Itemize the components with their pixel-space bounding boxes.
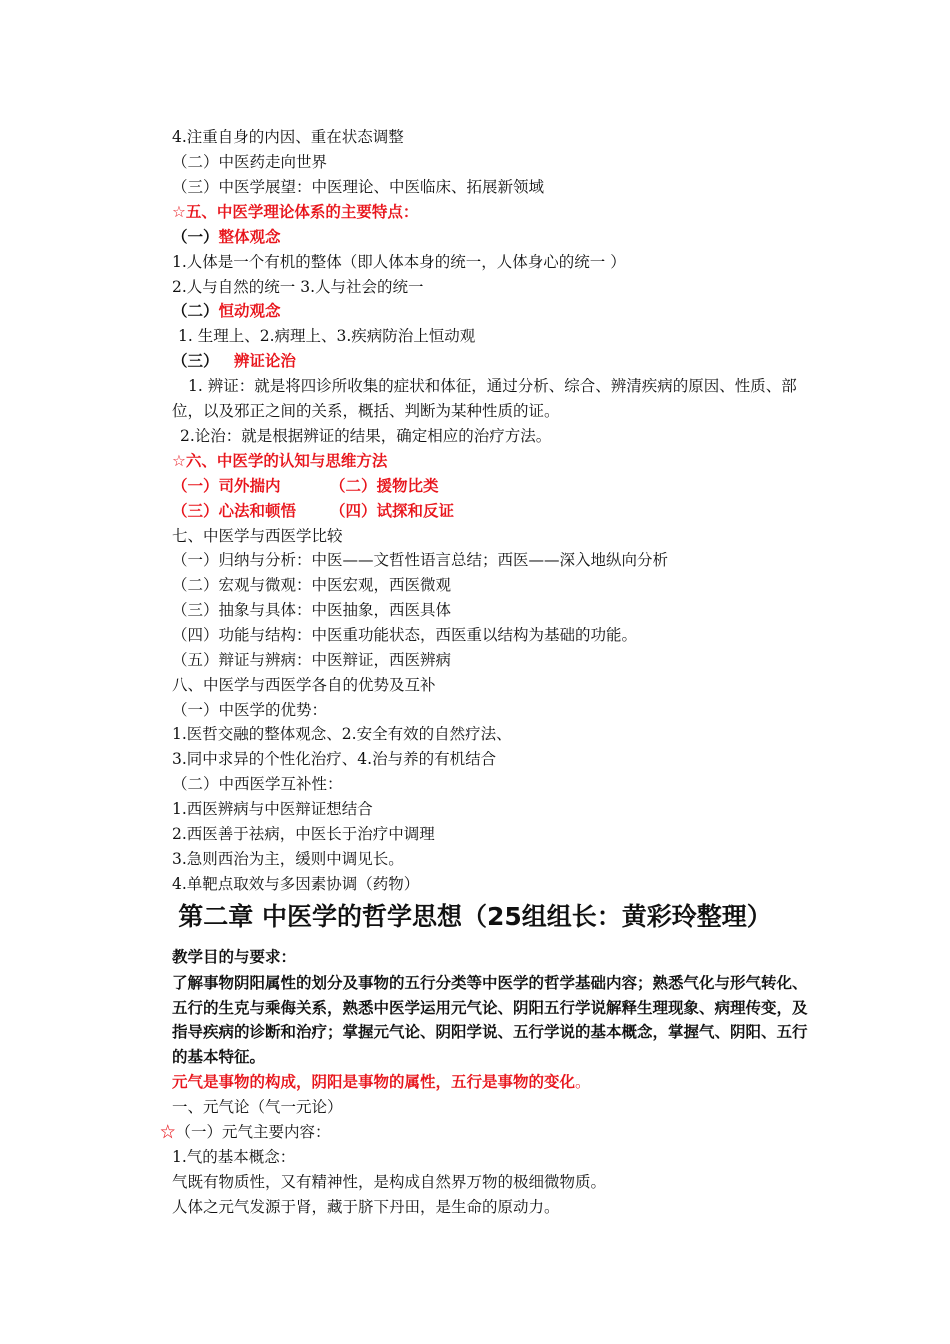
text-line: （二）中西医学互补性： xyxy=(172,775,343,793)
text-line: 人体之元气发源于肾，藏于脐下丹田，是生命的原动力。 xyxy=(172,1198,560,1216)
section-heading: ☆六、中医学的认知与思维方法 xyxy=(172,452,388,470)
text-line: （四）功能与结构：中医重功能状态，西医重以结构为基础的功能。 xyxy=(172,626,638,644)
text-line: 气既有物质性，又有精神性，是构成自然界万物的极细微物质。 xyxy=(172,1173,607,1191)
subheading-label: 恒动观念 xyxy=(218,302,281,320)
subheading-prefix: （一） xyxy=(172,228,219,246)
subheading xyxy=(172,226,281,248)
text-line: 1. 生理上、2.病理上、3.疾病防治上恒动观 xyxy=(178,327,476,345)
text-line: （二）宏观与微观：中医宏观，西医微观 xyxy=(172,576,452,594)
goal-paragraph: 了解事物阴阳属性的划分及事物的五行分类等中医学的哲学基础内容；熟悉气化与形气转化、五行的生克与乘侮关系，熟悉中医学运用元气论、阴阳五行学说解释生理现象、病理传变，及指导疾病的诊断和治疗；掌握元气论、阴阳学说、五行学说的基本概念，掌握气、阴阳、五行的基本特征。 xyxy=(172,974,808,1066)
summary-end: 。 xyxy=(575,1073,591,1091)
subheading xyxy=(160,1121,331,1143)
subheading-prefix: （三） xyxy=(172,352,224,370)
text-line: （三）抽象与具体：中医抽象，西医具体 xyxy=(172,601,452,619)
text-line: （三）中医学展望：中医理论、中医临床、拓展新领域 xyxy=(172,178,545,196)
text-line: 2.人与自然的统一 3.人与社会的统一 xyxy=(172,278,424,296)
subheading-label: 整体观念 xyxy=(218,228,281,246)
subheading xyxy=(172,350,296,372)
summary-text: 元气是事物的构成，阴阳是事物的属性，五行是事物的变化 xyxy=(172,1073,576,1091)
section-heading: 七、中医学与西医学比较 xyxy=(172,527,343,545)
text-line: 2.论治：就是根据辨证的结果，确定相应的治疗方法。 xyxy=(180,427,552,445)
text-line: （五）辩证与辨病：中医辩证，西医辨病 xyxy=(172,651,452,669)
text-line: 3.急则西治为主，缓则中调见长。 xyxy=(172,850,404,868)
text-line: 1.医哲交融的整体观念、2.安全有效的自然疗法、 xyxy=(172,725,512,743)
paragraph: 1. 辨证：就是将四诊所收集的症状和体征，通过分析、综合、辨清疾病的原因、性质、部位，以及邪正之间的关系，概括、判断为某种性质的证。 xyxy=(172,377,797,420)
text-line: （二）中医药走向世界 xyxy=(172,153,328,171)
summary-line xyxy=(172,1071,591,1093)
text-line: 4.注重自身的内因、重在状态调整 xyxy=(172,128,404,146)
goal-label: 教学目的与要求： xyxy=(172,948,297,966)
method-item: （四）试探和反证 xyxy=(330,502,455,520)
subheading xyxy=(172,300,281,322)
star-icon: ☆ xyxy=(160,1123,176,1141)
text-line: 3.同中求异的个性化治疗、4.治与养的有机结合 xyxy=(172,750,497,768)
subheading-prefix: （二） xyxy=(172,302,219,320)
subheading-label: （一）元气主要内容： xyxy=(175,1123,331,1141)
text-line: 1.人体是一个有机的整体（即人体本身的统一，人体身心的统一 ） xyxy=(172,253,626,271)
section-heading: 一、元气论（气一元论） xyxy=(172,1098,343,1116)
chapter-title: 第二章 中医学的哲学思想（25组组长：黄彩玲整理） xyxy=(178,902,772,931)
subheading-label: 辨证论治 xyxy=(233,352,296,370)
method-item: （一）司外揣内 xyxy=(172,477,281,495)
method-item: （二）援物比类 xyxy=(330,477,439,495)
text-line: （一）归纳与分析：中医——文哲性语言总结；西医——深入地纵向分析 xyxy=(172,551,669,569)
section-heading: 八、中医学与西医学各自的优势及互补 xyxy=(172,676,436,694)
text-line: 2.西医善于祛病，中医长于治疗中调理 xyxy=(172,825,435,843)
method-item: （三）心法和顿悟 xyxy=(172,502,297,520)
text-line: 1.气的基本概念： xyxy=(172,1148,296,1166)
section-heading: ☆五、中医学理论体系的主要特点： xyxy=(172,203,419,221)
text-line: 4.单靶点取效与多因素协调（药物） xyxy=(172,875,420,893)
text-line: （一）中医学的优势： xyxy=(172,701,328,719)
text-line: 1.西医辨病与中医辩证想结合 xyxy=(172,800,373,818)
